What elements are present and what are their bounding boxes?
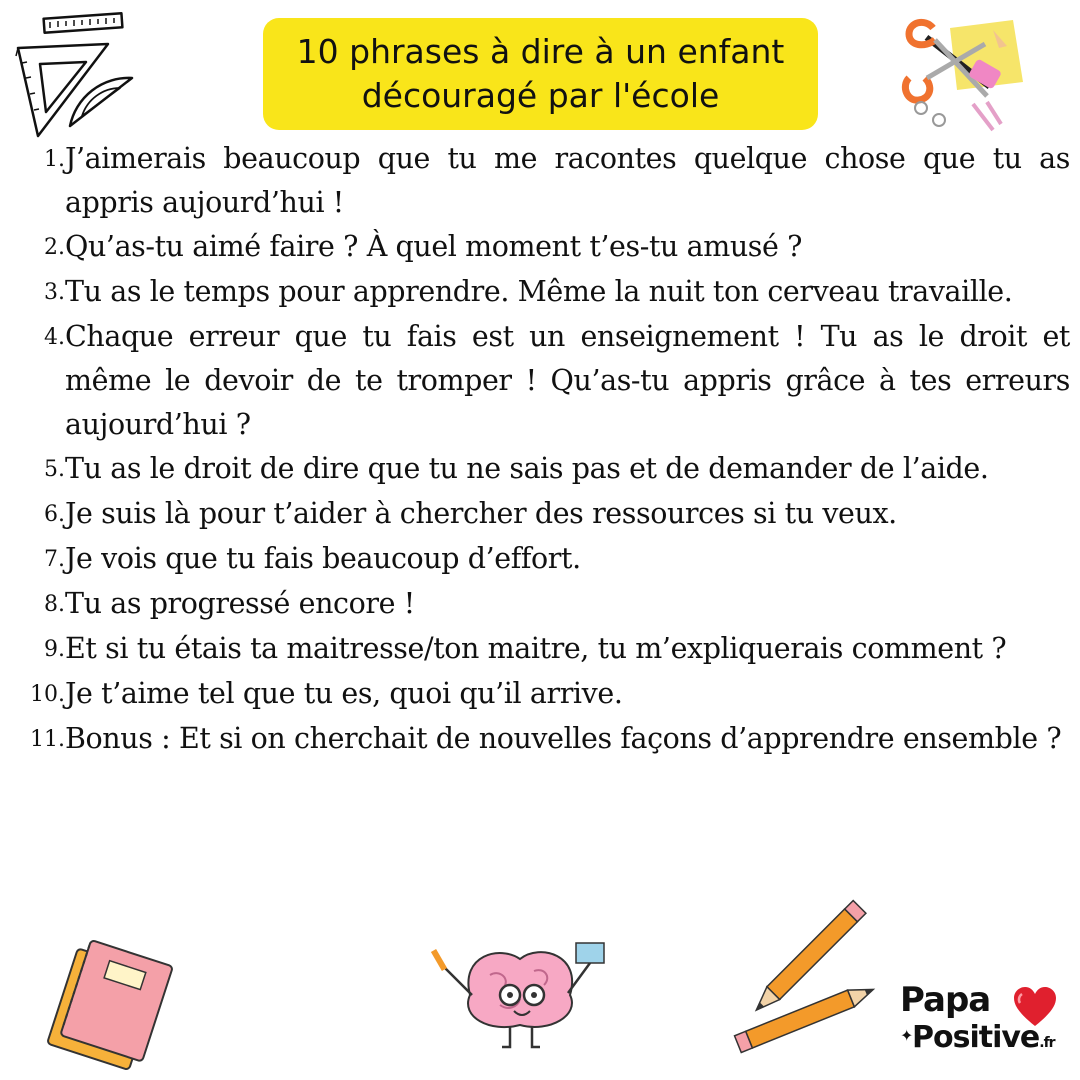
logo-line-2 (912, 1020, 1055, 1055)
list-item (20, 315, 1070, 447)
list-item (20, 492, 1070, 537)
school-supplies-icon (895, 8, 1035, 136)
title-line-1: 10 phrases à dire à un enfant (296, 32, 785, 71)
item-text: Tu as progressé encore ! (65, 587, 415, 620)
title-line-2: découragé par l'école (361, 76, 720, 115)
list-item (20, 717, 1070, 762)
list-item (20, 537, 1070, 582)
item-text: Je vois que tu fais beaucoup d’effort. (65, 542, 581, 575)
list-item (20, 672, 1070, 717)
ruler-set-icon (8, 8, 138, 138)
item-number: 5. (44, 457, 65, 482)
list-item (20, 270, 1070, 315)
brand-logo (900, 980, 1070, 1065)
item-text: Bonus : Et si on cherchait de nouvelles façons d’apprendre ensemble ? (65, 722, 1062, 755)
item-number: 2. (44, 235, 65, 260)
pencils-icon (715, 890, 885, 1060)
item-text: Et si tu étais ta maitresse/ton maitre, tu m’expliquerais comment ? (65, 632, 1007, 665)
item-text: Je t’aime tel que tu es, quoi qu’il arrive. (65, 677, 623, 710)
list-item (20, 225, 1070, 270)
item-text: J’aimerais beaucoup que tu me racontes quelque chose que tu as appris aujourd’hui ! (65, 142, 1070, 219)
item-number: 1. (44, 147, 65, 172)
item-number: 10. (30, 682, 65, 707)
item-number: 8. (44, 592, 65, 617)
item-number: 3. (44, 280, 65, 305)
list-item (20, 582, 1070, 627)
list-item (20, 627, 1070, 672)
brain-mascot-icon (430, 935, 610, 1060)
list-item (20, 447, 1070, 492)
item-text: Qu’as-tu aimé faire ? À quel moment t’es-tu amusé ? (65, 230, 803, 263)
item-number: 7. (44, 547, 65, 572)
notebooks-icon (40, 935, 180, 1075)
logo-word: Positive (912, 1020, 1040, 1055)
logo-line-1: Papa (900, 980, 991, 1020)
item-number: 11. (30, 727, 65, 752)
item-number: 6. (44, 502, 65, 527)
list-item (20, 137, 1070, 225)
item-text: Je suis là pour t’aider à chercher des ressources si tu veux. (65, 497, 897, 530)
item-text: Tu as le temps pour apprendre. Même la nuit ton cerveau travaille. (65, 275, 1013, 308)
item-text: Chaque erreur que tu fais est un enseignement ! Tu as le droit et même le devoir de te tromper ! Qu’as-tu appris grâce à tes erreurs aujourd’hui ? (65, 320, 1070, 441)
logo-suffix: .fr (1039, 1035, 1055, 1051)
item-number: 9. (44, 637, 65, 662)
item-text: Tu as le droit de dire que tu ne sais pas et de demander de l’aide. (65, 452, 989, 485)
star-icon: ✦ (900, 1026, 914, 1045)
item-number: 4. (44, 325, 65, 350)
phrase-list (20, 137, 1070, 762)
title-banner (263, 18, 818, 130)
